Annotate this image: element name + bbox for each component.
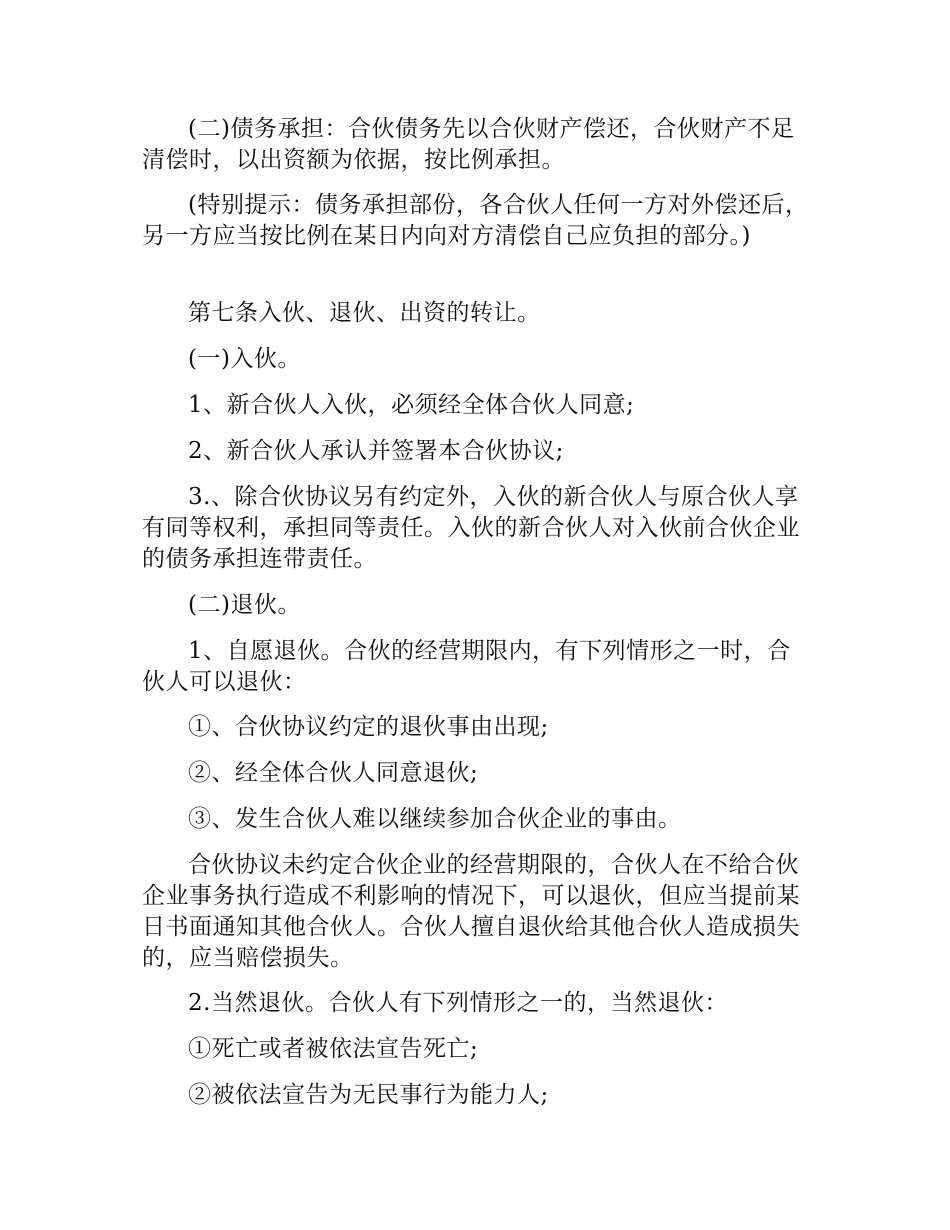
paragraph-debt-bearing: (二)债务承担：合伙债务先以合伙财产偿还，合伙财产不足清偿时，以出资额为依据，按比例承担。 [142, 116, 795, 173]
paragraph-joining-item-3: 3.、除合伙协议另有约定外，入伙的新合伙人与原合伙人享有同等权利，承担同等责任。入伙的新合伙人对入伙前合伙企业的债务承担连带责任。 [142, 484, 800, 572]
paragraph-withdrawal-case-1: ①、合伙协议约定的退伙事由出现; [188, 714, 549, 740]
paragraph-withdrawal-case-3: ③、发生合伙人难以继续参加合伙企业的事由。 [188, 806, 682, 832]
paragraph-joining-item-1: 1、新合伙人入伙，必须经全体合伙人同意; [188, 392, 635, 418]
paragraph-article-seven-heading: 第七条入伙、退伙、出资的转让。 [188, 300, 541, 326]
paragraph-automatic-case-2: ②被依法宣告为无民事行为能力人; [188, 1082, 549, 1108]
paragraph-no-term-withdrawal: 合伙协议未约定合伙企业的经营期限的，合伙人在不给合伙企业事务执行造成不利影响的情况下，可以退伙，但应当提前某日书面通知其他合伙人。合伙人擅自退伙给其他合伙人造成损失的，应当赔偿损失。 [142, 852, 800, 971]
paragraph-withdrawal-heading: (二)退伙。 [188, 592, 301, 618]
paragraph-joining-item-2: 2、新合伙人承认并签署本合伙协议; [188, 438, 564, 464]
paragraph-special-note: (特别提示：债务承担部份，各合伙人任何一方对外偿还后，另一方应当按比例在某日内向对方清偿自己应负担的部分。) [142, 192, 809, 249]
paragraph-joining-heading: (一)入伙。 [188, 346, 301, 372]
paragraph-automatic-withdrawal: 2.当然退伙。合伙人有下列情形之一的，当然退伙： [188, 990, 728, 1016]
paragraph-withdrawal-case-2: ②、经全体合伙人同意退伙; [188, 760, 479, 786]
paragraph-automatic-case-1: ①死亡或者被依法宣告死亡; [188, 1036, 479, 1062]
paragraph-voluntary-withdrawal: 1、自愿退伙。合伙的经营期限内，有下列情形之一时，合伙人可以退伙： [142, 638, 791, 695]
